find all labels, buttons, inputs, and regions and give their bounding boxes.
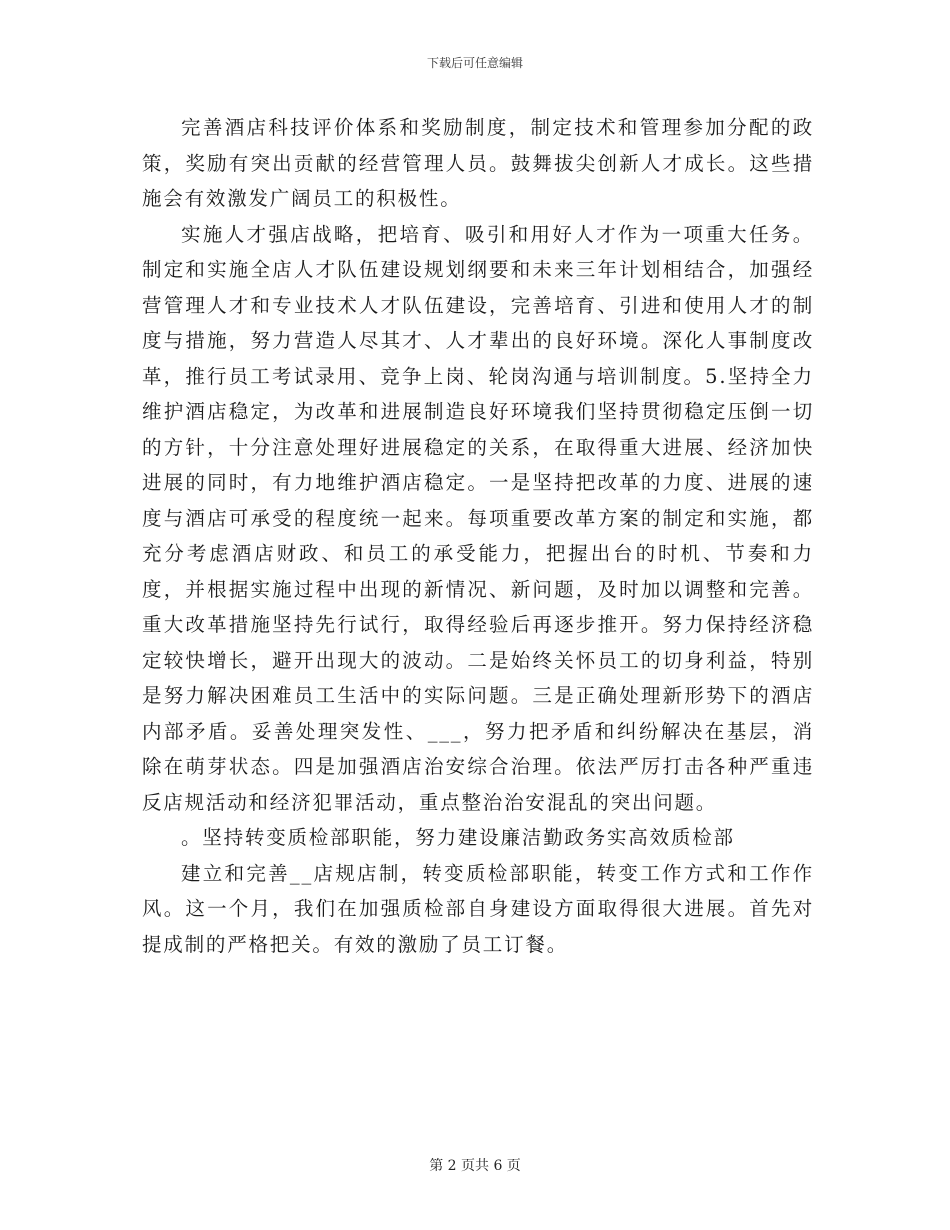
- paragraph-1: 完善酒店科技评价体系和奖励制度，制定技术和管理参加分配的政策，奖励有突出贡献的经营管理人员。鼓舞拔尖创新人才成长。这些措施会有效激发广阔员工的积极性。: [142, 116, 814, 210]
- page-number-footer: 第 2 页共 6 页: [429, 1158, 521, 1174]
- paragraph-3-heading: 。坚持转变质检部职能，努力建设廉洁勤政务实高效质检部: [181, 826, 735, 849]
- page-header: 下载后可任意编辑: [426, 56, 523, 70]
- document-body: [142, 110, 814, 962]
- paragraph-4: 建立和完善__店规店制，转变质检部职能，转变工作方式和工作作风。这一个月，我们在加强质检部自身建设方面取得很大进展。首先对提成制的严格把关。有效的激励了员工订餐。: [142, 861, 814, 956]
- paragraph-2: 实施人才强店战略，把培育、吸引和用好人才作为一项重大任务。制定和实施全店人才队伍建设规划纲要和未来三年计划相结合，加强经营管理人才和专业技术人才队伍建设，完善培育、引进和使用人才的制度与措施，努力营造人尽其才、人才辈出的良好环境。深化人事制度改革，推行员工考试录用、竞争上岗、轮岗沟通与培训制度。5.坚持全力维护酒店稳定，为改革和进展制造良好环境我们坚持贯彻稳定压倒一切的方针，十分注意处理好进展稳定的关系，在取得重大进展、经济加快进展的同时，有力地维护酒店稳定。一是坚持把改革的力度、进展的速度与酒店可承受的程度统一起来。每项重要改革方案的制定和实施，都充分考虑酒店财政、和员工的承受能力，把握出台的时机、节奏和力度，并根据实施过程中出现的新情况、新问题，及时加以调整和完善。重大改革措施坚持先行试行，取得经验后再逐步推开。努力保持经济稳定较快增长，避开出现大的波动。二是始终关怀员工的切身利益，特别是努力解决困难员工生活中的实际问题。三是正确处理新形势下的酒店内部矛盾。妥善处理突发性、___，努力把矛盾和纠纷解决在基层，消除在萌芽状态。四是加强酒店治安综合治理。依法严厉打击各种严重违反店规活动和经济犯罪活动，重点整治治安混乱的突出问题。: [142, 222, 814, 814]
